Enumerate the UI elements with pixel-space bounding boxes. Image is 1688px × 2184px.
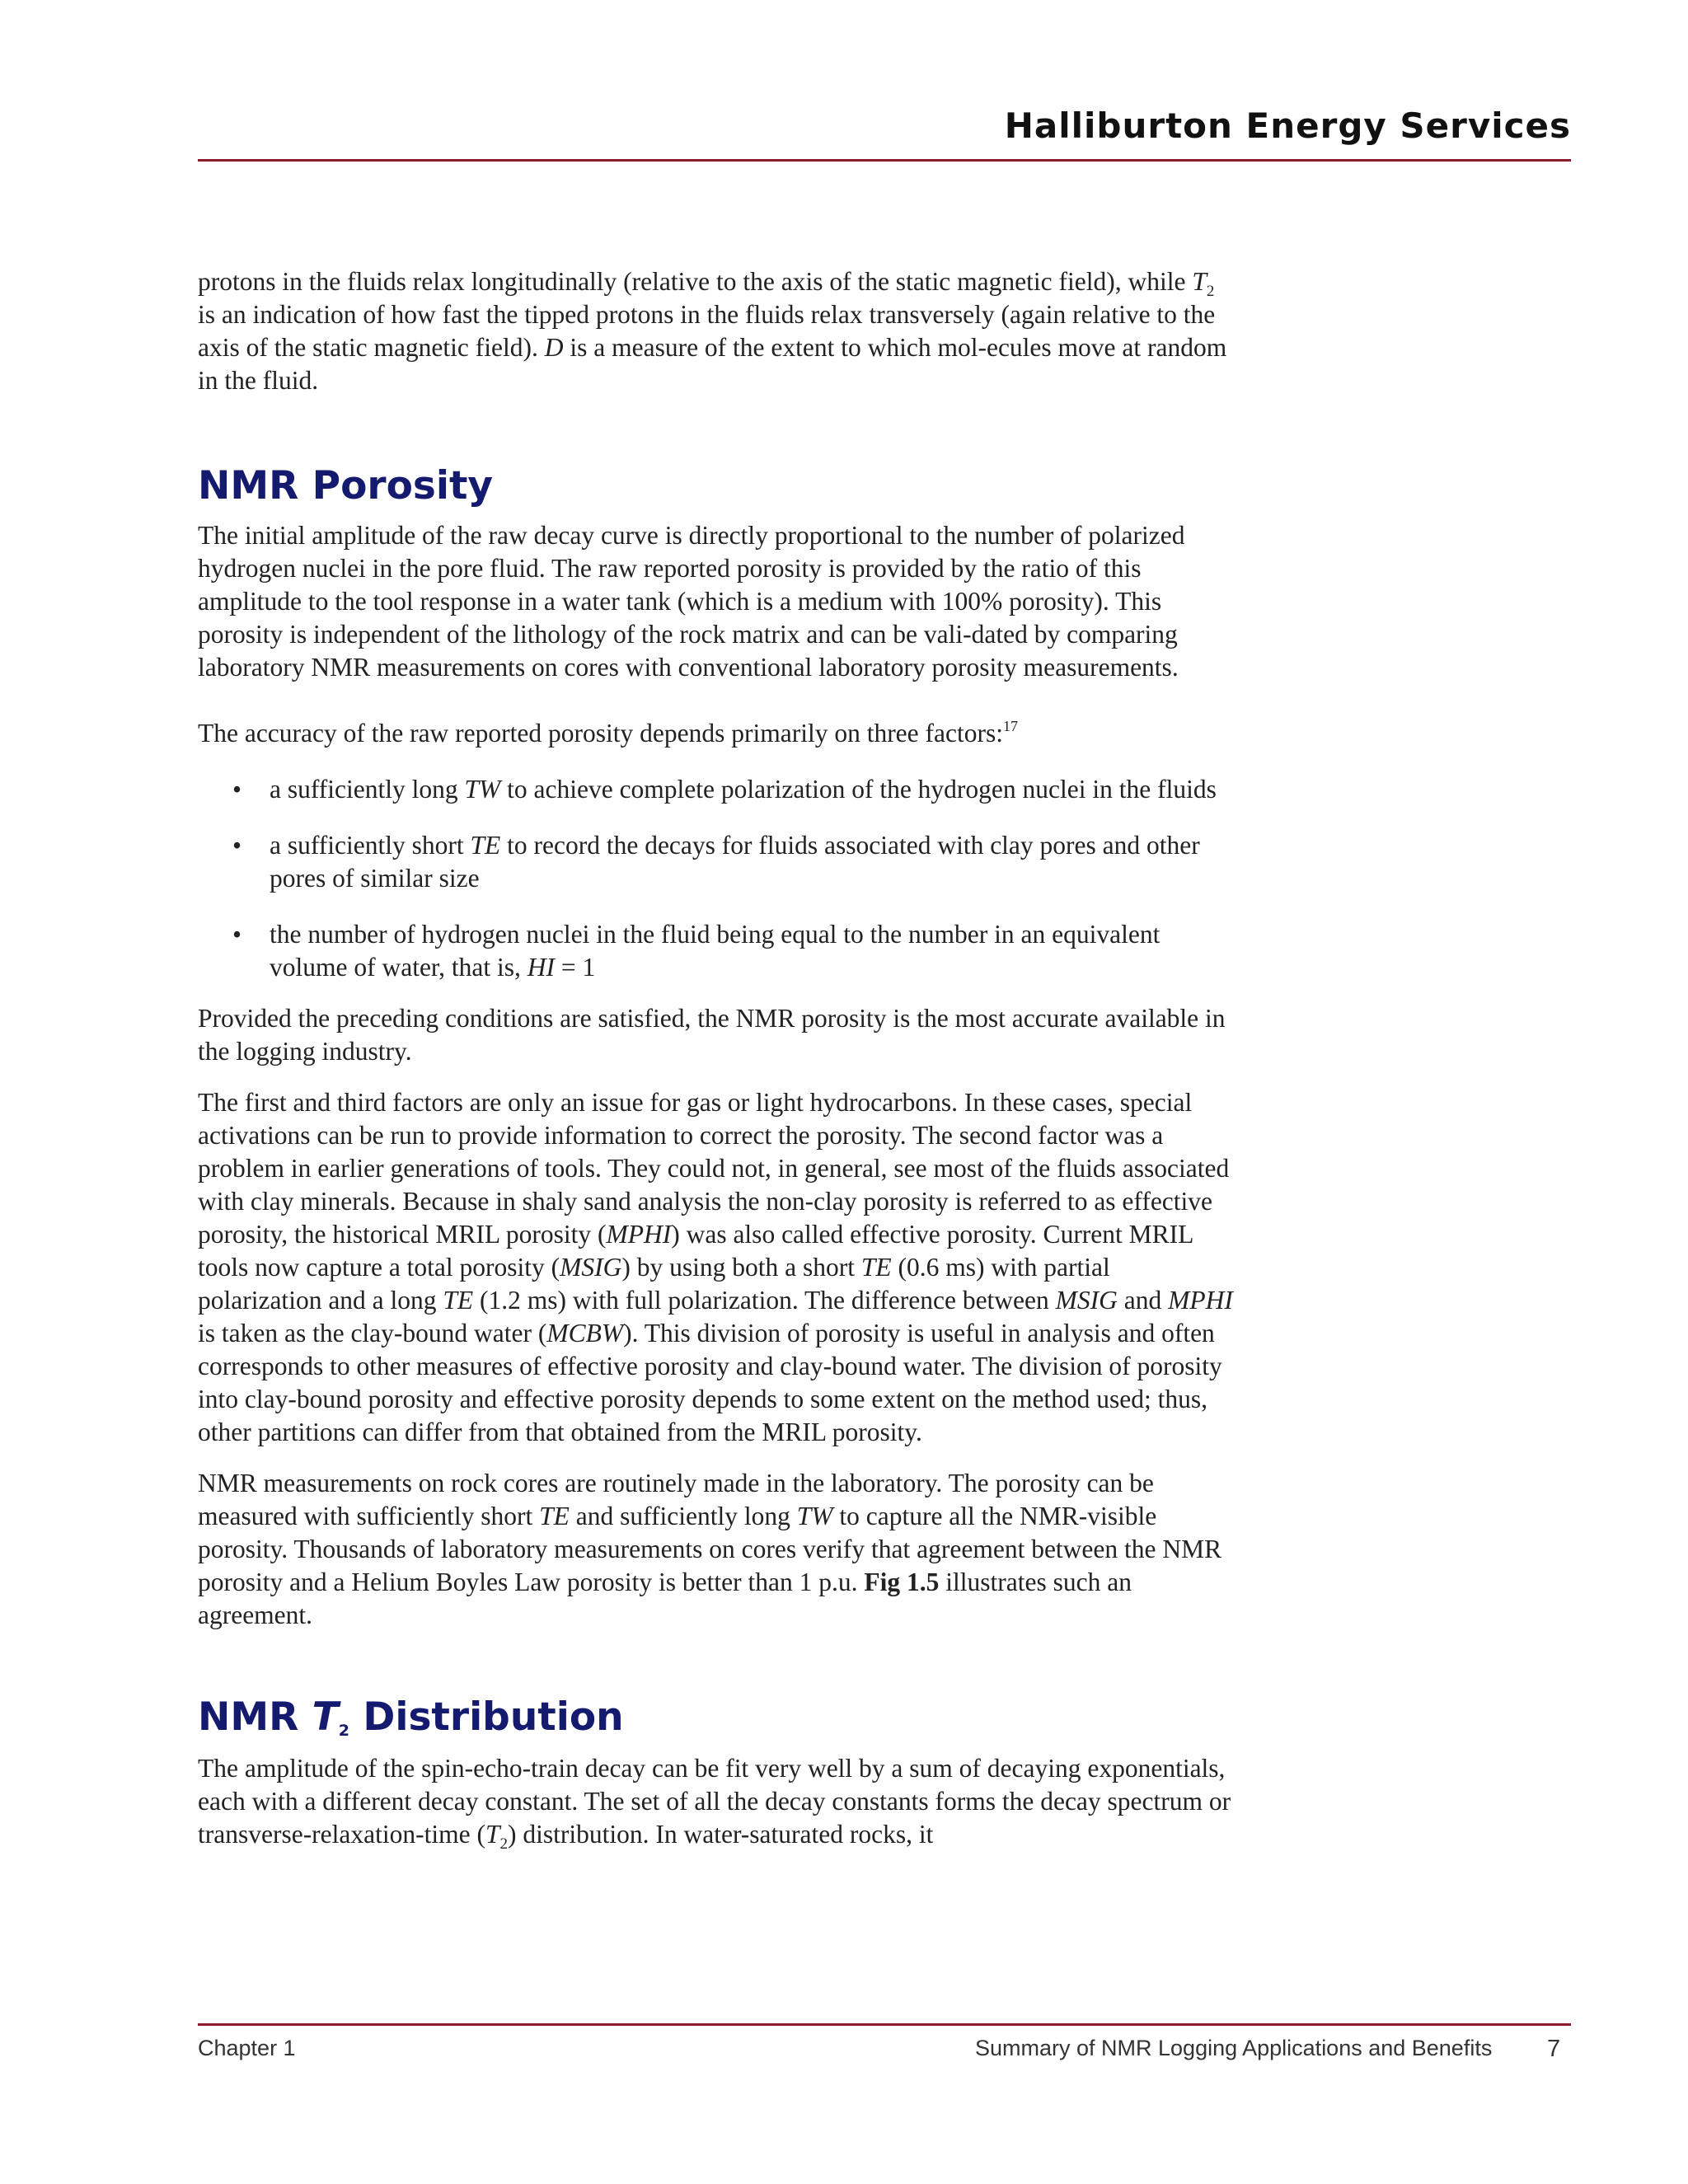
porosity-paragraph-1: The initial amplitude of the raw decay curve is directly proportional to the number of polarized hydrogen nuclei in the pore fluid. The raw reported porosity is provided by the ratio of this amplitude to the tool response in a water tank (which is a medium with 100% porosity). This porosity is independent of the lithology of the rock matrix and can be vali-dated by comparing laboratory NMR measurements on cores with conventional laboratory porosity measurements. xyxy=(198,521,1185,682)
bullet-icon: • xyxy=(232,831,242,860)
t2-paragraph-1: The amplitude of the spin-echo-train decay can be fit very well by a sum of decaying exponentials, each with a different decay constant. The set of all the decay constants forms the decay spectrum or transverse-relaxation-time $(T_2)$ distribution. In water-saturated rocks, it xyxy=(198,1754,1231,1853)
factor-list xyxy=(198,773,1236,984)
porosity-paragraph-5: NMR measurements on rock cores are routinely made in the laboratory. The porosity can be measured with sufficiently short TE and sufficiently long TW to capture all the NMR-visible porosity. Thousands of laboratory measurements on cores verify that agreement between the NMR porosity and a Helium Boyles Law porosity is better than 1 p.u. Fig 1.5 illustrates such an agreement. xyxy=(198,1469,1222,1629)
running-header: Halliburton Energy Services xyxy=(1004,105,1571,146)
porosity-paragraph-2: The accuracy of the raw reported porosity depends primarily on three factors:$^{17}$ xyxy=(198,718,1018,748)
list-item: • a sufficiently long TW to achieve complete polarization of the hydrogen nuclei in the fluids xyxy=(198,773,1236,806)
intro-paragraph: protons in the fluids relax longitudinally (relative to the axis of the static magnetic field), while $T_2$ is an indication of how fast the tipped protons in the fluids relax transversely (again relative to the axis of the static magnetic field). D is a measure of the extent to which mol-ecules move at random in the fluid. xyxy=(198,267,1227,395)
porosity-paragraph-4: The first and third factors are only an issue for gas or light hydrocarbons. In these cases, special activations can be run to provide information to correct the porosity. The second factor was a problem in earlier generations of tools. They could not, in general, see most of the fluids associated with clay minerals. Because in shaly sand analysis the non-clay porosity is referred to as effective porosity, the historical MRIL porosity (MPHI) was also called effective porosity. Current MRIL tools now capture a total porosity (MSIG) by using both a short TE (0.6 ms) with partial polarization and a long TE (1.2 ms) with full polarization. The difference between MSIG and MPHI is taken as the clay-bound water (MCBW). This division of porosity is useful in analysis and often corresponds to other measures of effective porosity and clay-bound water. The division of porosity into clay-bound porosity and effective porosity depends to some extent on the method used; thus, other partitions can differ from that obtained from the MRIL porosity. xyxy=(198,1088,1233,1446)
page-body xyxy=(198,265,1236,1851)
header-rule xyxy=(198,159,1571,162)
footer-title: Summary of NMR Logging Applications and Benefits xyxy=(975,2036,1493,2060)
footer-rule xyxy=(198,2023,1571,2026)
page-number: 7 xyxy=(1547,2036,1561,2062)
list-item: • a sufficiently short TE to record the decays for fluids associated with clay pores and other pores of similar size xyxy=(232,831,1200,893)
footer-chapter: Chapter 1 xyxy=(198,2036,296,2060)
bullet-icon: • xyxy=(232,775,242,804)
section-heading-t2-distribution: NMR $T_2$ Distribution xyxy=(198,1694,624,1740)
reference-superscript: 17 xyxy=(1002,718,1018,734)
figure-reference: Fig 1.5 xyxy=(864,1568,940,1596)
porosity-paragraph-3: Provided the preceding conditions are satisfied, the NMR porosity is the most accurate available in the logging industry. xyxy=(198,1004,1226,1066)
bullet-icon: • xyxy=(232,920,242,949)
list-item: • the number of hydrogen nuclei in the fluid being equal to the number in an equivalent volume of water, that is, HI = 1 xyxy=(232,920,1160,982)
section-heading-nmr-porosity: NMR Porosity xyxy=(198,463,494,509)
